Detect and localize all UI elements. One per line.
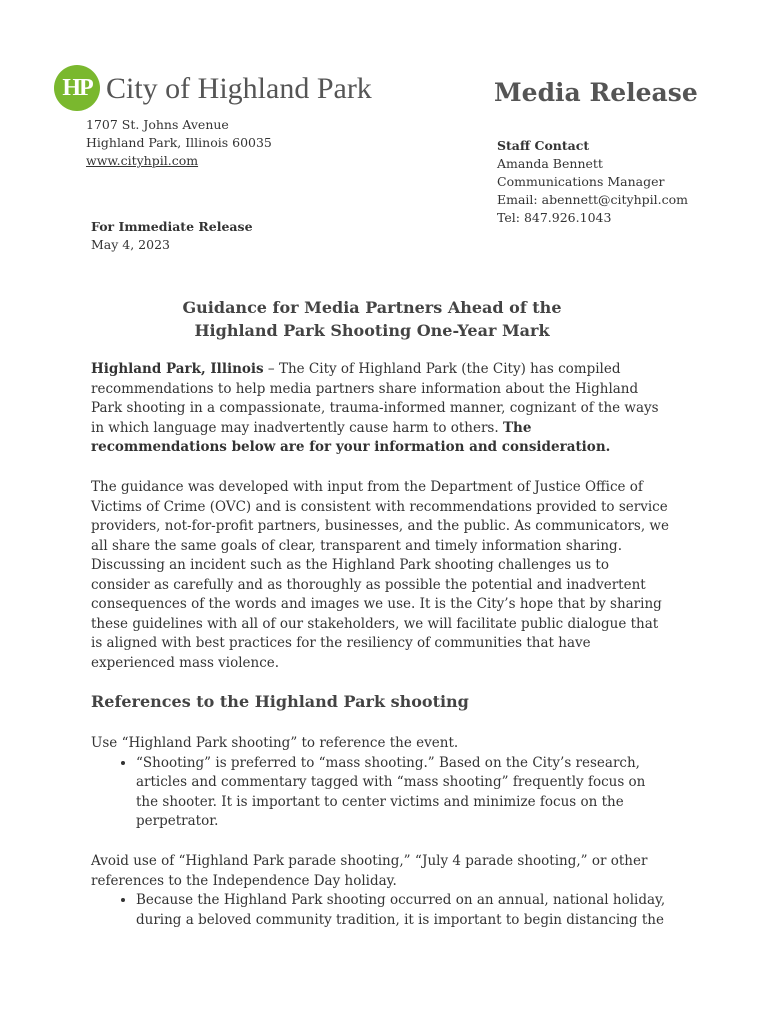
section-heading: References to the Highland Park shooting bbox=[91, 692, 469, 711]
page-title bbox=[91, 296, 653, 342]
contact-name: Amanda Bennett bbox=[497, 156, 603, 171]
headline-line-2: Highland Park Shooting One-Year Mark bbox=[194, 321, 550, 340]
bullet-list bbox=[91, 754, 671, 832]
dateline: Highland Park, Illinois bbox=[91, 361, 264, 377]
bullet-list-2 bbox=[91, 891, 671, 930]
staff-contact-block bbox=[497, 137, 688, 227]
intro-emphasis: The recommendations below are for your information and consideration. bbox=[91, 419, 611, 455]
section-block-1 bbox=[91, 734, 671, 832]
release-block bbox=[91, 218, 253, 254]
release-label: For Immediate Release bbox=[91, 219, 253, 234]
address-line-1: 1707 St. Johns Avenue bbox=[86, 117, 229, 132]
intro-text: – The City of Highland Park (the City) has compiled recommendations to help media partners share information about the Highland Park shooting in a compassionate, trauma-informed manner, cognizant of the ways in which language may inadvertently cause harm to others. bbox=[91, 361, 659, 436]
staff-contact-label: Staff Contact bbox=[497, 138, 590, 153]
address-block bbox=[86, 116, 272, 170]
paragraph-guidance: The guidance was developed with input from the Department of Justice Office of Victims of Crime (OVC) and is consistent with recommendations provided to service providers, not-for-profit partners, businesses, and the public. As communicators, we all share the same goals of clear, transparent and timely information sharing. Discussing an incident such as the Highland Park shooting challenges us to consider as carefully and as thoroughly as possible the potential and inadvertent consequences of the words and images we use. It is the City’s hope that by sharing these guidelines with all of our stakeholders, we will facilitate public dialogue that is aligned with best practices for the resiliency of communities that have experienced mass violence. bbox=[91, 479, 669, 671]
list-item: • “Shooting” is preferred to “mass shooting.” Based on the City’s research, articles and commentary tagged with “mass shooting” frequently focus on the shooter. It is important to center victims and minimize focus on the perpetrator. bbox=[136, 754, 671, 832]
release-date: May 4, 2023 bbox=[91, 237, 170, 252]
paragraph-intro bbox=[91, 360, 671, 458]
contact-email[interactable]: Email: abennett@cityhpil.com bbox=[497, 192, 688, 207]
contact-tel: Tel: 847.926.1043 bbox=[497, 210, 612, 225]
section-intro: Use “Highland Park shooting” to reference the event. bbox=[91, 735, 459, 751]
address-line-2: Highland Park, Illinois 60035 bbox=[86, 135, 272, 150]
list-item: • Because the Highland Park shooting occurred on an annual, national holiday, during a beloved community tradition, it is important to begin distancing the bbox=[136, 891, 671, 930]
section-block-2 bbox=[91, 852, 671, 930]
section-intro-2: Avoid use of “Highland Park parade shooting,” “July 4 parade shooting,” or other references to the Independence Day holiday. bbox=[91, 853, 648, 889]
contact-role: Communications Manager bbox=[497, 174, 665, 189]
media-release-title: Media Release bbox=[494, 78, 698, 107]
city-logo-icon: HP bbox=[54, 65, 100, 111]
city-name-logo: City of Highland Park bbox=[106, 72, 372, 105]
headline-line-1: Guidance for Media Partners Ahead of the bbox=[182, 298, 562, 317]
website-link[interactable]: www.cityhpil.com bbox=[86, 153, 199, 168]
